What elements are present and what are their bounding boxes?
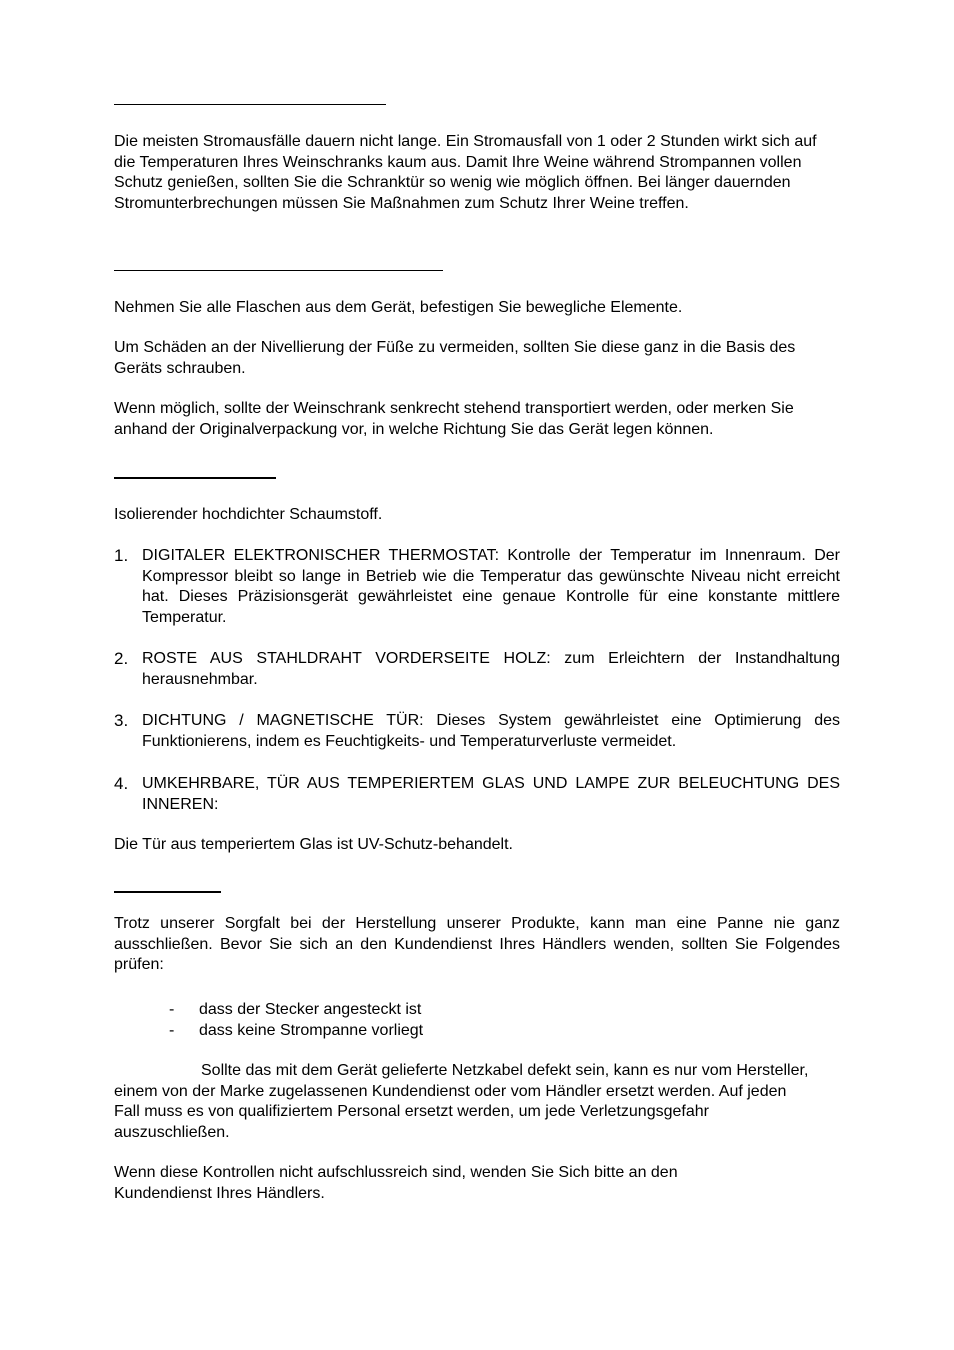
bullet-item: dass keine Strompanne vorliegt	[199, 1022, 424, 1039]
list-number: 3.	[114, 711, 129, 730]
section-heading-rule	[114, 270, 443, 271]
bullet-dash: -	[169, 1022, 175, 1039]
list-item-text: UMKEHRBARE, TÜR AUS TEMPERIERTEM GLAS UND LAMPE ZUR BELEUCHTUNG DES INNEREN:	[142, 775, 840, 813]
features-outro: Die Tür aus temperiertem Glas ist UV-Schutz-behandelt.	[114, 836, 513, 853]
section-heading-rule	[114, 104, 386, 105]
list-item-text: DIGITALER ELEKTRONISCHER THERMOSTAT: Kontrolle der Temperatur im Innenraum. Der Kompressor bleibt so lange in Betrieb wie die Temperatur das gewünschte Niveau nicht erreicht hat. Dieses Präzisionsgerät gewährleistet eine genaue Kontrolle für eine konstante mittlere Temperatur.	[142, 547, 840, 626]
list-number: 4.	[114, 774, 129, 793]
transport-paragraph-1: Nehmen Sie alle Flaschen aus dem Gerät, befestigen Sie bewegliche Elemente.	[114, 299, 683, 316]
list-number: 2.	[114, 649, 129, 668]
section-heading-rule	[114, 891, 221, 893]
power-outage-paragraph: Die meisten Stromausfälle dauern nicht lange. Ein Stromausfall von 1 oder 2 Stunden wirkt sich auf die Temperaturen Ihres Weinschranks kaum aus. Damit Ihre Weine während Strompannen vollen Schutz genießen, sollten Sie die Schranktür so wenig wie möglich öffnen. Bei länger dauernden Stromunterbrechungen müssen Sie Maßnahmen zum Schutz Ihrer Weine treffen.	[114, 133, 817, 212]
transport-paragraph-2: Um Schäden an der Nivellierung der Füße zu vermeiden, sollten Sie diese ganz in die Basis des Geräts schrauben.	[114, 339, 796, 377]
bullet-item: dass der Stecker angesteckt ist	[199, 1001, 422, 1018]
cable-note-paragraph	[114, 1061, 814, 1143]
section-heading-rule	[114, 477, 276, 479]
transport-paragraph-3: Wenn möglich, sollte der Weinschrank senkrecht stehend transportiert werden, oder merken Sie anhand der Originalverpackung vor, in welche Richtung Sie das Gerät legen können.	[114, 400, 794, 438]
closing-paragraph: Wenn diese Kontrollen nicht aufschlussreich sind, wenden Sie Sich bitte an den Kundendienst Ihres Händlers.	[114, 1164, 678, 1202]
list-number: 1.	[114, 546, 129, 565]
cable-note-text: Sollte das mit dem Gerät gelieferte Netzkabel defekt sein, kann es nur vom Hersteller, einem von der Marke zugelassenen Kundendienst oder vom Händler ersetzt werden. Auf jeden Fall muss es von qualifiziertem Personal ersetzt werden, um jede Verletzungsgefahr auszuschließen.	[114, 1062, 809, 1141]
features-intro: Isolierender hochdichter Schaumstoff.	[114, 506, 383, 523]
troubleshooting-intro: Trotz unserer Sorgfalt bei der Herstellung unserer Produkte, kann man eine Panne nie ganz ausschließen. Bevor Sie sich an den Kundendienst Ihres Händlers wenden, sollten Sie Folgendes prüfen:	[114, 915, 840, 973]
bullet-dash: -	[169, 1001, 175, 1018]
list-item-text: ROSTE AUS STAHLDRAHT VORDERSEITE HOLZ: zum Erleichtern der Instandhaltung herausnehmbar.	[142, 650, 840, 688]
list-item-text: DICHTUNG / MAGNETISCHE TÜR: Dieses System gewährleistet eine Optimierung des Funktionierens, indem es Feuchtigkeits- und Temperaturverluste vermeidet.	[142, 712, 840, 750]
